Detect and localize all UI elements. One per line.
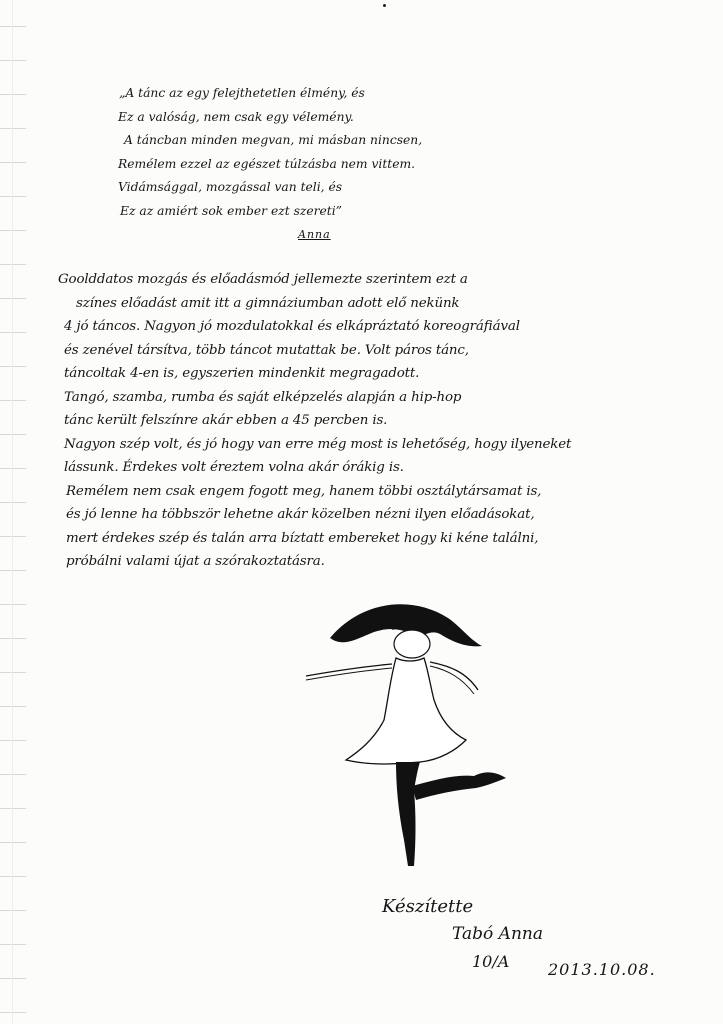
review-line: Remélem nem csak engem fogott meg, hanem többi osztálytársamat is, xyxy=(66,483,542,499)
poem-line: Ez a valóság, nem csak egy vélemény. xyxy=(118,109,354,124)
review-line: Nagyon szép volt, és jó hogy van erre még most is lehetőség, hogy ilyeneket xyxy=(64,436,572,452)
review-line: tánc került felszínre akár ebben a 45 percben is. xyxy=(64,413,388,428)
review-line: színes előadást amit itt a gimnáziumban adott elő nekünk xyxy=(76,295,460,311)
poem-line: Ez az amiért sok ember ezt szereti” xyxy=(120,203,342,218)
review-line: próbálni valami újat a szórakoztatásra. xyxy=(66,554,325,569)
review-line: táncoltak 4-en is, egyszerien mindenkit megragadott. xyxy=(64,366,420,381)
made-by-label: Készítette xyxy=(382,896,474,917)
date-label: 2013.10.08. xyxy=(548,960,656,979)
poem-line: „A tánc az egy felejthetetlen élmény, és xyxy=(119,86,365,100)
poem-line: Remélem ezzel az egészet túlzásba nem vittem. xyxy=(118,156,416,171)
poem-line: Vidámsággal, mozgással van teli, és xyxy=(118,180,343,194)
review-line: Goolddatos mozgás és előadásmód jellemezte szerintem ezt a xyxy=(58,272,468,287)
class-label: 10/A xyxy=(472,952,510,971)
poem-signature: Anna xyxy=(298,228,331,241)
review-line: 4 jó táncos. Nagyon jó mozdulatokkal és elkápráztató koreográfiával xyxy=(64,319,520,334)
poem-line: A táncban minden megvan, mi másban nincsen, xyxy=(124,133,423,147)
review-line: Tangó, szamba, rumba és saját elképzelés alapján a hip-hop xyxy=(64,389,462,405)
author-name: Tabó Anna xyxy=(452,924,543,944)
review-line: és zenével társítva, több táncot mutattak be. Volt páros tánc, xyxy=(64,342,469,358)
review-line: mert érdekes szép és talán arra bíztatt embereket hogy ki kéne találni, xyxy=(66,530,539,546)
review-line: lássunk. Érdekes volt éreztem volna akár órákig is. xyxy=(64,460,404,475)
review-line: és jó lenne ha többször lehetne akár közelben nézni ilyen előadásokat, xyxy=(66,507,535,522)
